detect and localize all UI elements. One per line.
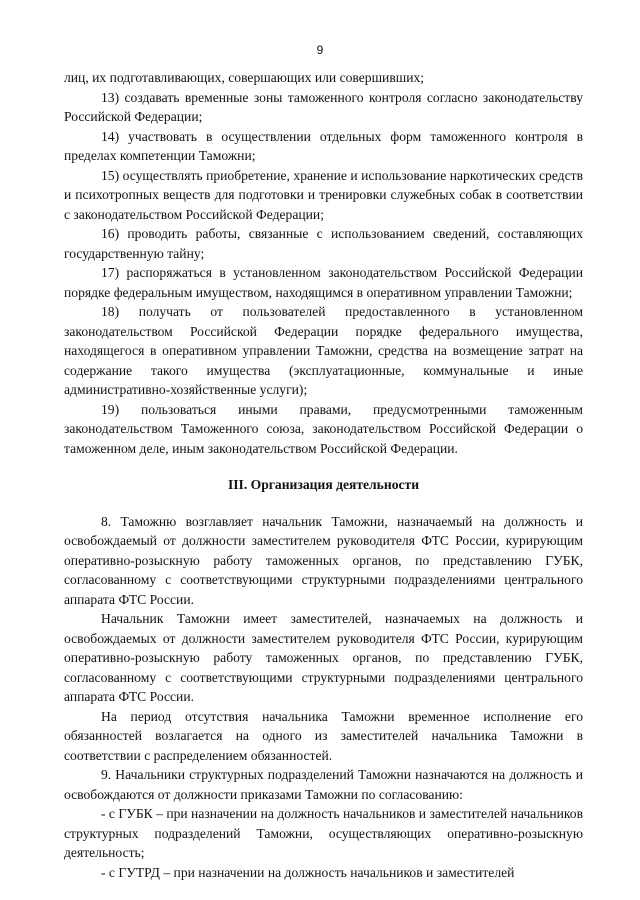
page-number: 9 [316, 43, 324, 57]
paragraph-item-18: 18) получать от пользователей предоставленного в установленном законодательством Российской Федерации порядке федерального имущества, находящегося в оперативном управлении Таможни, средства на возмещение затрат на содержание такого имущества (эксплуатационные, коммунальные и иные административно-хозяйственные услуги); [64, 304, 583, 397]
paragraph-8-absence: На период отсутствия начальника Таможни временное исполнение его обязанностей возлагается на одного из заместителей начальника Таможни в соответствии с распределением обязанностей. [64, 708, 583, 763]
paragraph-9-gutrd: - с ГУТРД – при назначении на должность начальников и заместителей [101, 864, 515, 880]
document-body [64, 68, 583, 882]
paragraph-item-19: 19) пользоваться иными правами, предусмотренными таможенным законодательством Таможенного союза, законодательством Российской Федерации о таможенном деле, иным законодательством Российской Федерации. [64, 401, 583, 456]
paragraph-continuation: лиц, их подготавливающих, совершающих или совершивших; [64, 70, 425, 85]
paragraph-8-deputies: Начальник Таможни имеет заместителей, назначаемых на должность и освобождаемых от должности заместителем руководителя ФТС России, курирующим оперативно-розыскную работу таможенных органов, по представлению ГУБК, согласованному с соответствующими структурными подразделениями центрального аппарата ФТС России. [64, 611, 583, 704]
paragraph-item-15: 15) осуществлять приобретение, хранение и использование наркотических средств и психотропных веществ для подготовки и тренировки служебных собак в соответствии с законодательством Российской Федерации; [64, 167, 583, 222]
paragraph-item-16: 16) проводить работы, связанные с использованием сведений, составляющих государственную тайну; [64, 226, 583, 261]
paragraph-9-gubk: - с ГУБК – при назначении на должность начальников и заместителей начальников структурных подразделений Таможни, осуществляющих оперативно-розыскную деятельность; [64, 806, 583, 860]
paragraph-item-13: 13) создавать временные зоны таможенного контроля согласно законодательству Российской Федерации; [64, 89, 583, 124]
paragraph-item-17: 17) распоряжаться в установленном законодательством Российской Федерации порядке федеральным имуществом, находящимся в оперативном управлении Таможни; [64, 265, 583, 300]
paragraph-item-14: 14) участвовать в осуществлении отдельных форм таможенного контроля в пределах компетенции Таможни; [64, 128, 583, 163]
section-heading: III. Организация деятельности [227, 477, 420, 492]
paragraph-9: 9. Начальники структурных подразделений Таможни назначаются на должность и освобождаются от должности приказами Таможни по согласованию: [64, 767, 583, 802]
paragraph-8: 8. Таможню возглавляет начальник Таможни, назначаемый на должность и освобождаемый от должности заместителем руководителя ФТС России, курирующим оперативно-розыскную работу таможенных органов, по представлению ГУБК, согласованному с соответствующими структурными подразделениями центрального аппарата ФТС России. [64, 513, 583, 607]
